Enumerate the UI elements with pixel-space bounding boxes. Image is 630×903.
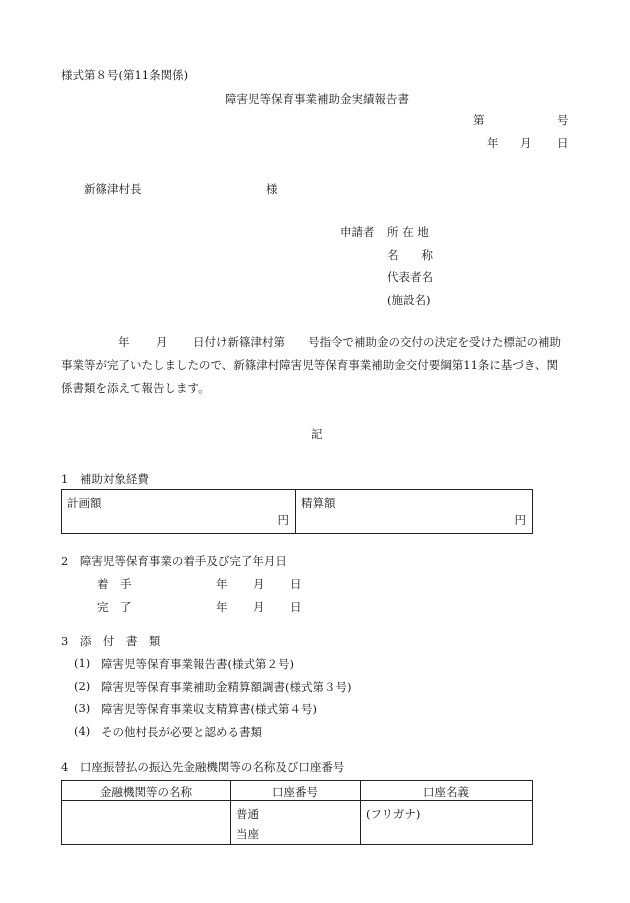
- date-year: 年: [487, 136, 499, 150]
- attachment-1-number: (1): [74, 656, 91, 670]
- bank-account-table: [61, 780, 533, 845]
- plan-amount-label: 計画額: [67, 496, 102, 510]
- start-label: 着 手: [97, 577, 132, 591]
- attachment-3-text: 障害児等保育事業収支精算書(様式第４号): [101, 702, 317, 716]
- section-4-heading: 4 口座振替払の振込先金融機関等の名称及び口座番号: [61, 760, 345, 774]
- attachment-1-text: 障害児等保育事業報告書(様式第２号): [101, 657, 294, 671]
- settle-amount-label: 精算額: [301, 496, 336, 510]
- end-month: 月: [253, 600, 265, 614]
- attachment-4-text: その他村長が必要と認める書類: [101, 725, 262, 739]
- end-day: 日: [290, 600, 302, 614]
- date-day: 日: [557, 136, 569, 150]
- attachment-2-number: (2): [74, 679, 91, 693]
- account-holder-header: 口座名義: [423, 785, 469, 799]
- plan-amount-unit: 円: [277, 513, 289, 527]
- settle-amount-unit: 円: [514, 513, 526, 527]
- doc-number-suffix: 号: [557, 113, 569, 127]
- doc-number-prefix: 第: [473, 113, 485, 127]
- ki-heading: 記: [311, 427, 323, 441]
- start-year: 年: [216, 577, 228, 591]
- start-day: 日: [290, 577, 302, 591]
- form-number: 様式第８号(第11条関係): [61, 68, 189, 82]
- date-month: 月: [520, 136, 532, 150]
- bank-name-header: 金融機関等の名称: [100, 785, 192, 799]
- form-title: 障害児等保育事業補助金実績報告書: [225, 92, 409, 106]
- body-line-1: 日付け新篠津村第 号指令で補助金の交付の決定を受けた標記の補助: [193, 335, 561, 349]
- attachment-2-text: 障害児等保育事業補助金精算額調書(様式第３号): [101, 680, 352, 694]
- start-month: 月: [253, 577, 265, 591]
- applicant-facility-label: (施設名): [387, 293, 431, 307]
- plan-amount-cell: [62, 490, 296, 533]
- attachment-4-number: (4): [74, 724, 91, 738]
- addressee-name: 新篠津村長: [84, 182, 142, 196]
- furigana-label: (フリガナ): [366, 807, 421, 821]
- applicant-rep-label: 代表者名: [387, 270, 433, 284]
- addressee-honorific: 様: [266, 182, 278, 196]
- section-2-heading: 2 障害児等保育事業の着手及び完了年月日: [61, 554, 287, 568]
- account-type-ordinary: 普通: [236, 807, 259, 821]
- body-month: 月: [156, 335, 168, 349]
- account-number-header: 口座番号: [272, 785, 318, 799]
- attachment-3-number: (3): [74, 701, 91, 715]
- applicant-address-label: 所 在 地: [387, 225, 429, 239]
- end-year: 年: [216, 600, 228, 614]
- settle-amount-cell: [296, 490, 532, 533]
- expense-table: [61, 489, 533, 534]
- body-line-3: 係書類を添えて報告します。: [61, 381, 210, 395]
- body-line-2: 事業等が完了いたしましたので、新篠津村障害児等保育事業補助金交付要綱第11条に基づき、関: [61, 358, 558, 372]
- account-type-current: 当座: [236, 827, 259, 841]
- section-3-heading: 3 添 付 書 類: [61, 634, 161, 648]
- body-year: 年: [118, 335, 130, 349]
- end-label: 完 了: [97, 600, 132, 614]
- applicant-name-label: 名 称: [387, 248, 433, 262]
- section-1-heading: 1 補助対象経費: [61, 472, 149, 486]
- applicant-label: 申請者: [340, 225, 375, 239]
